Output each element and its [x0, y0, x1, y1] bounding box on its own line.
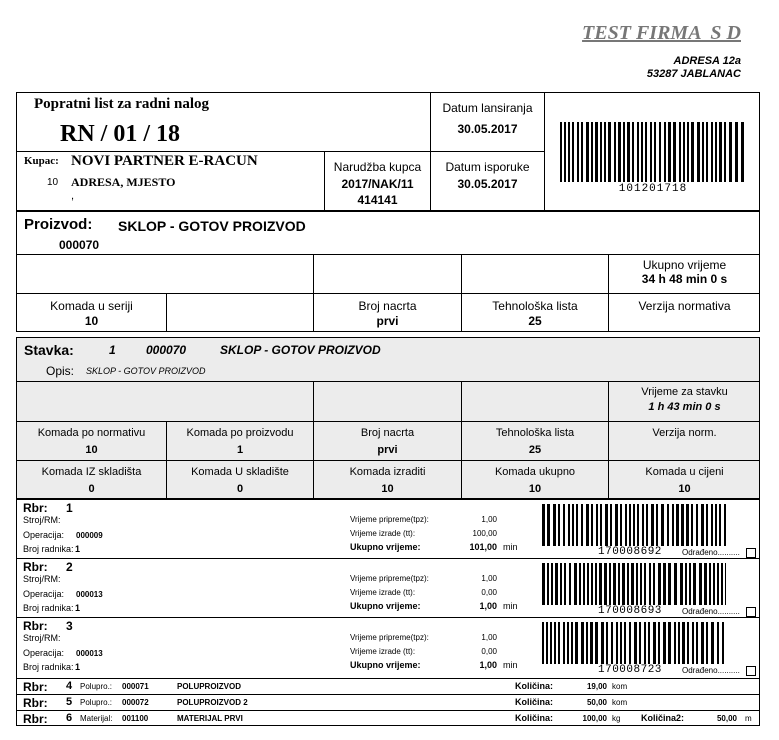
customer-address: ADRESA, MJESTO [71, 175, 176, 189]
customer-order-label: Narudžba kupca [333, 160, 422, 174]
total-time: 34 h 48 min 0 s [641, 272, 728, 286]
customer-order-number: 414141 [357, 193, 398, 207]
op-rbr-label: Rbr: [23, 619, 48, 633]
op-rbr: 1 [66, 501, 73, 515]
mat-qty-label: Količina: [515, 681, 554, 691]
op-done-label: Odrađeno.......... [682, 666, 740, 675]
product-name: SKLOP - GOTOV PROIZVOD [118, 218, 306, 234]
op-total: 101,00 [469, 542, 497, 552]
mat-rbr-label: Rbr: [23, 680, 48, 694]
mat-type: Polupro.: [80, 698, 113, 707]
row1-value-0: 10 [85, 444, 98, 456]
op-prep: 1,00 [481, 515, 497, 524]
mat-unit: kom [612, 698, 628, 707]
mat-code: 000072 [122, 698, 149, 707]
op-total-label: Ukupno vrijeme: [350, 660, 421, 670]
op-total: 1,00 [479, 601, 497, 611]
doc-title: Popratni list za radni nalog [34, 96, 210, 112]
op-machine-label: Stroj/RM: [23, 515, 61, 525]
op-barcode-text: 170008723 [598, 664, 662, 676]
op-rbr-label: Rbr: [23, 501, 48, 515]
op-make: 0,00 [481, 588, 497, 597]
product-code: 000070 [59, 238, 100, 252]
row2-value-1: 0 [236, 483, 244, 495]
tech-list-label: Tehnološka lista [492, 299, 578, 313]
item-number: 1 [109, 343, 116, 357]
row2-value-2: 10 [381, 483, 394, 495]
tech-list-value: 25 [528, 314, 542, 328]
row1-label-1: Komada po proizvodu [186, 427, 294, 439]
mat-type: Materijal: [80, 714, 113, 723]
customer-order: 2017/NAK/11 [341, 177, 414, 191]
op-done-label: Odrađeno.......... [682, 548, 740, 557]
mat-unit: kg [612, 714, 621, 723]
company-name: TEST FIRMA S D [582, 22, 741, 44]
op-total-unit: min [503, 542, 518, 552]
drawing-label: Broj nacrta [358, 299, 417, 313]
item-name: SKLOP - GOTOV PROIZVOD [220, 343, 381, 357]
mat-qty: 100,00 [582, 714, 607, 723]
op-total-label: Ukupno vrijeme: [350, 601, 421, 611]
customer-name: NOVI PARTNER E-RACUN [71, 153, 258, 169]
op-operation: 000013 [76, 649, 103, 658]
row2-label-3: Komada ukupno [494, 466, 576, 478]
mat-qty2-label: Količina2: [641, 713, 685, 723]
row1-value-1: 1 [236, 444, 244, 456]
total-time-label: Ukupno vrijeme [642, 258, 727, 272]
row1-label-3: Tehnološka lista [495, 427, 575, 439]
row2-label-0: Komada IZ skladišta [41, 466, 142, 478]
row2-value-0: 0 [88, 483, 95, 495]
op-operation: 000013 [76, 590, 103, 599]
op-operation-label: Operacija: [23, 648, 65, 658]
op-machine-label: Stroj/RM: [23, 574, 61, 584]
mat-rbr: 5 [66, 696, 73, 708]
mat-qty: 19,00 [586, 682, 607, 691]
product-label: Proizvod: [24, 216, 93, 233]
op-workers: 1 [75, 544, 81, 554]
row2-label-1: Komada U skladište [191, 466, 289, 478]
header-barcode-text: 101201718 [618, 183, 688, 195]
delivery-date-label: Datum isporuke [445, 160, 530, 174]
op-done-label: Odrađeno.......... [682, 607, 740, 616]
mat-qty2: 50,00 [716, 714, 737, 723]
mat-rbr-label: Rbr: [23, 712, 48, 726]
op-total-unit: min [503, 601, 518, 611]
item-label: Stavka: [24, 342, 74, 358]
delivery-date: 30.05.2017 [457, 177, 518, 191]
op-prep: 1,00 [481, 574, 497, 583]
op-prep-label: Vrijeme pripreme(tpz): [350, 633, 429, 642]
op-workers: 1 [75, 662, 81, 672]
op-operation: 000009 [76, 531, 103, 540]
op-make-label: Vrijeme izrade (tt): [350, 529, 416, 538]
mat-qty-label: Količina: [515, 697, 554, 707]
op-machine-label: Stroj/RM: [23, 633, 61, 643]
item-time: 1 h 43 min 0 s [648, 401, 721, 413]
op-prep-label: Vrijeme pripreme(tpz): [350, 574, 429, 583]
row1-label-0: Komada po normativu [37, 427, 146, 439]
op-barcode-text: 170008693 [598, 605, 662, 617]
item-desc: SKLOP - GOTOV PROIZVOD [86, 366, 206, 376]
company-city: 53287 JABLANAC [646, 68, 741, 80]
op-total-unit: min [503, 660, 518, 670]
op-workers-label: Broj radnika: [23, 603, 74, 613]
op-total: 1,00 [479, 660, 497, 670]
row1-value-2: prvi [377, 444, 398, 456]
op-rbr: 3 [66, 619, 73, 633]
op-make-label: Vrijeme izrade (tt): [350, 647, 416, 656]
drawing-value: prvi [376, 314, 399, 328]
op-total-label: Ukupno vrijeme: [350, 542, 421, 552]
norm-version-label: Verzija normativa [638, 299, 731, 313]
mat-qty: 50,00 [586, 698, 607, 707]
op-make: 0,00 [481, 647, 497, 656]
mat-code: 000071 [122, 682, 149, 691]
item-desc-label: Opis: [46, 364, 75, 378]
row1-value-3: 25 [528, 444, 542, 456]
row2-value-4: 10 [678, 483, 691, 495]
mat-unit2: m [745, 714, 752, 723]
row2-value-3: 10 [528, 483, 542, 495]
row2-label-4: Komada u cijeni [645, 466, 724, 478]
row1-label-4: Verzija norm. [652, 427, 717, 439]
row1-label-2: Broj nacrta [360, 427, 415, 439]
customer-code: 10 [47, 177, 59, 188]
op-operation-label: Operacija: [23, 530, 65, 540]
mat-rbr: 4 [66, 680, 73, 692]
item-code: 000070 [146, 343, 187, 357]
order-number: RN / 01 / 18 [60, 121, 180, 147]
row2-label-2: Komada izraditi [349, 466, 426, 478]
op-rbr-label: Rbr: [23, 560, 48, 574]
op-workers-label: Broj radnika: [23, 662, 74, 672]
pieces-label: Komada u seriji [50, 299, 133, 313]
header-barcode [560, 122, 746, 182]
mat-rbr-label: Rbr: [23, 696, 48, 710]
launch-date: 30.05.2017 [457, 122, 518, 136]
item-time-label: Vrijeme za stavku [641, 386, 728, 398]
op-make: 100,00 [472, 529, 497, 538]
op-prep: 1,00 [481, 633, 497, 642]
mat-rbr: 6 [66, 712, 73, 724]
mat-name: MATERIJAL PRVI [177, 714, 243, 723]
op-workers: 1 [75, 603, 81, 613]
pieces-value: 10 [84, 314, 99, 328]
operations-block [16, 499, 760, 726]
mat-qty-label: Količina: [515, 713, 554, 723]
op-barcode-text: 170008692 [598, 546, 662, 558]
company-address: ADRESA 12a [673, 55, 741, 67]
mat-code: 001100 [122, 714, 149, 723]
mat-name: POLUPROIZVOD 2 [177, 698, 248, 707]
launch-date-label: Datum lansiranja [442, 101, 533, 115]
customer-extra: , [71, 190, 75, 202]
op-operation-label: Operacija: [23, 589, 65, 599]
op-make-label: Vrijeme izrade (tt): [350, 588, 416, 597]
op-workers-label: Broj radnika: [23, 544, 74, 554]
op-prep-label: Vrijeme pripreme(tpz): [350, 515, 429, 524]
mat-name: POLUPROIZVOD [177, 682, 242, 691]
op-rbr: 2 [66, 560, 73, 574]
customer-label: Kupac: [24, 155, 59, 167]
mat-type: Polupro.: [80, 682, 113, 691]
mat-unit: kom [612, 682, 628, 691]
